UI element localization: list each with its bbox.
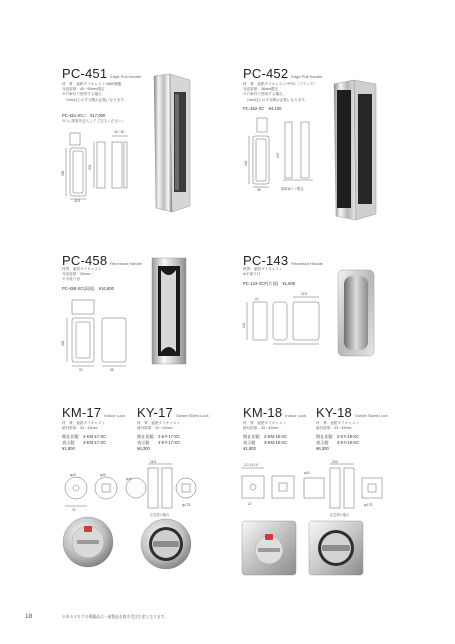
svg-text:22: 22: [248, 502, 252, 506]
svg-text:22: 22: [72, 508, 76, 512]
page-number: 18: [25, 613, 33, 620]
svg-text:28.5: 28.5: [150, 460, 157, 464]
svg-text:140: 140: [244, 160, 248, 166]
svg-text:304: 304: [88, 164, 92, 170]
ky18-dimension-drawing: [300, 460, 388, 518]
pc143-product-photo: [338, 270, 374, 356]
pc458-title: PC-458 Recessed Handle: [62, 253, 142, 268]
svg-text:143: 143: [242, 322, 246, 328]
svg-text:扉厚36ミリ限定: 扉厚36ミリ限定: [281, 187, 304, 191]
ky17-title: KY-17 Outset Sided Lock: [137, 405, 209, 420]
svg-text:1.0 24.1.0: 1.0 24.1.0: [244, 463, 259, 467]
km18-product-photo: [241, 520, 297, 576]
pc451-price: PC-451-XC□ ¥17,000: [62, 113, 106, 118]
km18-spec: 材 質：亜鉛ダイキャスト 締付扉厚：33〜42mm: [243, 421, 287, 431]
pc451-title: PC-451 Edge Pull Handle: [62, 66, 142, 81]
svg-text:145: 145: [276, 152, 280, 158]
svg-text:住宅扉の場合: 住宅扉の場合: [150, 513, 170, 517]
pc143-title: PC-143 Recessed Handle: [243, 253, 323, 268]
svg-text:42.5: 42.5: [74, 199, 81, 203]
km18-prices: 間仕切錠 2-KM-18-XC 表示錠 3-KM-18-XC ¥1,800: [243, 434, 288, 451]
svg-text:φ40: φ40: [100, 473, 106, 477]
pc143-spec: 材質：亜鉛ダイキャスト ※平座り付: [243, 267, 283, 277]
ky17-spec: 材 質：亜鉛ダイキャスト 締付扉厚：33〜42mm: [137, 421, 181, 431]
ky18-title: KY-18 Outset Sided Lock: [316, 405, 388, 420]
pc458-spec: 材質：亜鉛ダイキャスト 対応扉厚：30mm〜 ※平座り付: [62, 267, 102, 282]
pc143-price: PC-143-XCF(片面) ¥1,600: [243, 281, 296, 286]
svg-text:21: 21: [255, 297, 259, 301]
pc452-spec: 材 質：亜鉛ダイキャスト+PVC（ブラック） 対応扉厚：36mm限定 ※戸車付で使用する場合、 7mm以上のすき間が必要になります。: [243, 82, 318, 102]
pc451-spec: 材 質：亜鉛ダイキャスト+ABS樹脂 対応扉厚：40〜50mm限定 ※戸車付で使用する場合、 7mm以上のすき間が必要になります。: [62, 82, 128, 102]
pc458-price: PC-458-XC(両面) ¥16,800: [62, 286, 114, 291]
ky17-prices: 間仕切錠 2-KY-17-XC 表示錠 3-KY-17-XC ¥6,300: [137, 434, 181, 451]
pc458-product-photo: [152, 258, 186, 364]
km17-title: KM-17 Indoor Lock: [62, 405, 126, 420]
pc452-product-photo: [332, 80, 378, 220]
km17-spec: 材 質：亜鉛ダイキャスト 締付扉厚：33〜42mm: [62, 421, 106, 431]
pc452-price: PC-452-XC ¥4,100: [243, 106, 282, 111]
svg-text:42.5: 42.5: [301, 292, 308, 296]
svg-text:38: 38: [257, 188, 261, 192]
pc458-dimension-drawing: [62, 296, 132, 372]
footer-note: ※本カタログの掲載品は一部製品を除き受注生産となります。: [62, 615, 169, 619]
svg-text:50: 50: [79, 368, 83, 372]
svg-text:58: 58: [110, 368, 114, 372]
ky17-dimension-drawing: [122, 460, 202, 518]
km18-title: KM-18 Indoor Lock: [243, 405, 307, 420]
pc451-product-photo: [150, 74, 192, 212]
svg-text:住宅扉の場合: 住宅扉の場合: [330, 513, 350, 517]
pc452-title: PC-452 Edge Pull Handle: [243, 66, 323, 81]
svg-text:28.5: 28.5: [332, 460, 339, 464]
pc143-dimension-drawing: [243, 292, 325, 348]
ky18-prices: 間仕切錠 2-KY-18-XC 表示錠 3-KY-18-XC ¥6,300: [316, 434, 360, 451]
svg-text:φ4.75: φ4.75: [364, 503, 373, 507]
ky17-product-photo: [140, 518, 192, 570]
svg-text:φ40: φ40: [304, 471, 310, 475]
pc452-dimension-drawing: [243, 116, 328, 196]
svg-text:φ40: φ40: [70, 473, 76, 477]
pc451-note: ※□に扉厚を記入してご注文ください。: [62, 119, 126, 123]
km18-dimension-drawing: [238, 460, 300, 512]
svg-text:φ40: φ40: [126, 477, 132, 481]
km17-product-photo: [62, 516, 114, 568]
ky18-product-photo: [308, 520, 364, 576]
svg-text:φ4.75: φ4.75: [182, 503, 191, 507]
ky18-spec: 材 質：亜鉛ダイキャスト 締付扉厚：33〜42mm: [316, 421, 360, 431]
svg-text:306: 306: [61, 170, 65, 176]
km17-prices: 間仕切錠 2-KM-17-XC 表示錠 3-KM-17-XC ¥1,800: [62, 434, 107, 451]
svg-text:40〜50: 40〜50: [114, 130, 125, 134]
km17-dimension-drawing: [62, 460, 124, 512]
pc451-dimension-drawing: [62, 128, 142, 203]
svg-text:206: 206: [61, 340, 65, 346]
